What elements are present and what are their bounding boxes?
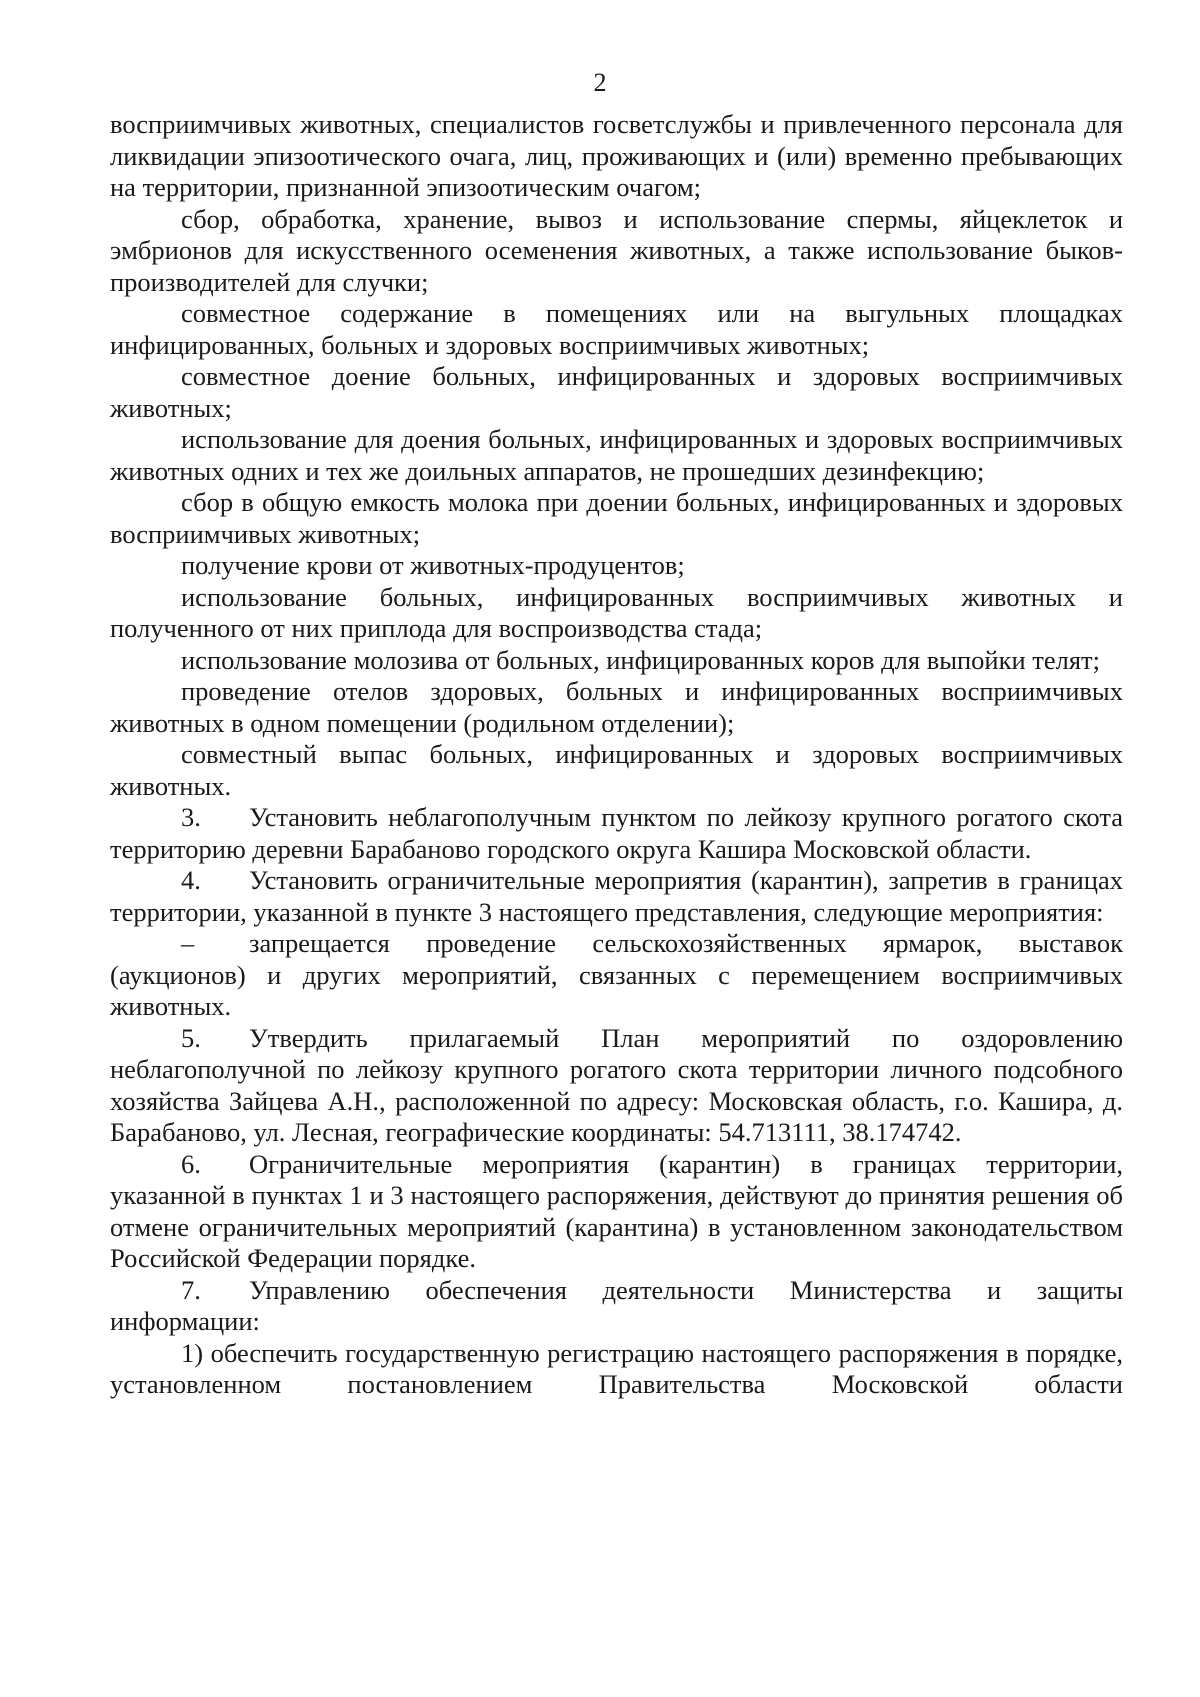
clause-text: Управлению обеспечения деятельности Министерства и защиты информации: — [110, 1274, 1123, 1336]
list-item: использование больных, инфицированных восприимчивых животных и полученного от них приплода для воспроизводства стада; — [110, 581, 1123, 643]
document-body — [110, 109, 1123, 1401]
list-item: совместное содержание в помещениях или на выгульных площадках инфицированных, больных и здоровых восприимчивых животных; — [110, 298, 1123, 360]
list-item: получение крови от животных-продуцентов; — [181, 550, 685, 580]
clause-number: 5. — [181, 1022, 201, 1053]
dash-item — [110, 928, 1123, 1023]
clause-number: 3. — [181, 802, 201, 832]
dash-marker: – — [181, 928, 195, 958]
numbered-clause-4 — [110, 865, 1123, 928]
clause-text: Установить неблагополучным пунктом по лейкозу крупного рогатого скота территорию деревни Барабаново городского округа Кашира Московской области. — [110, 802, 1123, 864]
numbered-clause-6 — [110, 1149, 1123, 1275]
list-item: сбор, обработка, хранение, вывоз и использование спермы, яйцеклеток и эмбрионов для искусственного осеменения животных, а также использование быков-производителей для случки; — [110, 203, 1123, 297]
list-item: проведение отелов здоровых, больных и инфицированных восприимчивых животных в одном помещении (родильном отделении); — [110, 676, 1123, 738]
clause-text: запрещается проведение сельскохозяйственных ярмарок, выставок (аукционов) и других мероприятий, связанных с перемещением восприимчивых животных. — [110, 928, 1123, 1021]
paragraph-continued: восприимчивых животных, специалистов госветслужбы и привлеченного персонала для ликвидации эпизоотического очага, лиц, проживающих и (или) временно пребывающих на территории, признанной эпизоотическим очагом; — [110, 109, 1123, 202]
clause-text: Ограничительные мероприятия (карантин) в границах территории, указанной в пунктах 1 и 3 настоящего распоряжения, действуют до принятия решения об отмене ограничительных мероприятий (карантина) в установленном законодательством Российской Федерации порядке. — [110, 1148, 1123, 1273]
list-item: совместное доение больных, инфицированных и здоровых восприимчивых животных; — [110, 361, 1123, 423]
clause-text: Установить ограничительные мероприятия (карантин), запретив в границах территории, указанной в пункте 3 настоящего представления, следующие мероприятия: — [110, 865, 1123, 927]
clause-text: Утвердить прилагаемый План мероприятий по оздоровлению неблагополучной по лейкозу крупного рогатого скота территории личного подсобного хозяйства Зайцева А.Н., расположенной по адресу: Московская область, г.о. Кашира, д. Барабаново, ул. Лесная, географические координаты: 54.713111, 38.174742. — [110, 1022, 1123, 1147]
clause-number: 6. — [181, 1148, 201, 1179]
numbered-clause-7 — [110, 1275, 1123, 1338]
list-item: использование молозива от больных, инфицированных коров для выпойки телят; — [181, 644, 1100, 675]
page-number: 2 — [593, 68, 607, 97]
list-item: использование для доения больных, инфицированных и здоровых восприимчивых животных одних и тех же доильных аппаратов, не прошедших дезинфекцию; — [110, 424, 1123, 486]
clause-number: 4. — [181, 865, 201, 895]
clause-number: 7. — [181, 1274, 201, 1305]
numbered-clause-3 — [110, 802, 1123, 865]
sub-item-1: 1) обеспечить государственную регистрацию настоящего распоряжения в порядке, установленном постановлением Правительства Московской области — [110, 1337, 1123, 1399]
numbered-clause-5 — [110, 1023, 1123, 1149]
list-item: сбор в общую емкость молока при доении больных, инфицированных и здоровых восприимчивых животных; — [110, 487, 1123, 549]
list-item: совместный выпас больных, инфицированных и здоровых восприимчивых животных. — [110, 739, 1123, 801]
